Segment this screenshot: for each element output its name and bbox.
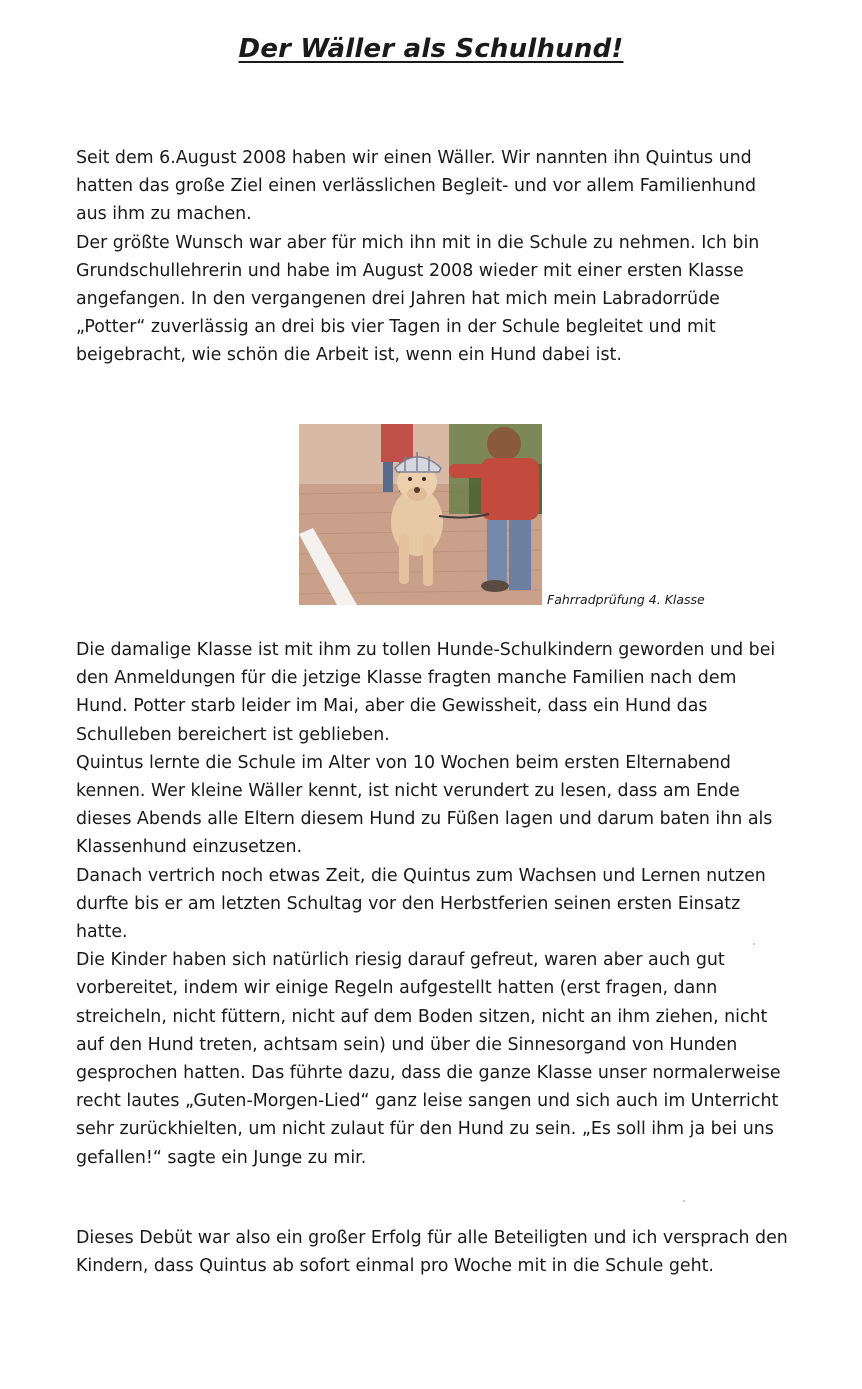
text-block: Dieses Debüt war also ein großer Erfolg für alle Beteiligten und ich versprach den Kindern, dass Quintus ab sofort einmal pro Woche mit in die Schule geht. [76,1228,788,1277]
photo-dog-with-helmet [299,424,542,605]
scan-speck [753,943,755,945]
text-block: Seit dem 6.August 2008 haben wir einen Wäller. Wir nannten ihn Quintus und hatten das große Ziel einen verlässlichen Begleit- und vor allem Familienhund aus ihm zu machen. [76,148,757,225]
intro-paragraph [76,144,788,370]
text-block: Danach vertrich noch etwas Zeit, die Quintus zum Wachsen und Lernen nutzen durfte bis er am letzten Schultag vor den Herbstferien seinen ersten Einsatz hatte. [76,865,766,943]
middle-paragraph [76,636,788,1172]
text-block: Quintus lernte die Schule im Alter von 10 Wochen beim ersten Elternabend kennen. Wer kleine Wäller kennt, ist nicht verundert zu lesen, dass am Ende dieses Abends alle Eltern diesem Hund zu Füßen lagen und darum baten ihn als Klassenhund einzusetzen. [76,752,773,858]
page-title: Der Wäller als Schulhund! [238,34,624,64]
photo-caption: Fahrradprüfung 4. Klasse [547,592,705,607]
text-block: Die damalige Klasse ist mit ihm zu tollen Hunde-Schulkindern geworden und bei den Anmeldungen für die jetzige Klasse fragten manche Familien nach dem Hund. Potter starb leider im Mai, aber die Gewissheit, dass ein Hund das Schulleben bereichert ist geblieben. [76,640,776,745]
scan-speck [683,1200,685,1202]
text-block: Der größte Wunsch war aber für mich ihn mit in die Schule zu nehmen. Ich bin Grundschullehrerin und habe im August 2008 wieder mit einer ersten Klasse angefangen. In den vergangenen drei Jahren hat mich mein Labradorrüde „Potter“ zuverlässig an drei bis vier Tagen in der Schule begleitet und mit beigebracht, wie schön die Arbeit ist, wenn ein Hund dabei ist. [76,232,760,366]
closing-paragraph [76,1224,788,1280]
text-block: Die Kinder haben sich natürlich riesig darauf gefreut, waren aber auch gut vorbereitet, indem wir einige Regeln aufgestellt hatten (erst fragen, dann streicheln, nicht füttern, nicht auf dem Boden sitzen, nicht an ihm ziehen, nicht auf den Hund treten, achtsam sein) und über die Sinnesorgand von Hunden gesprochen hatten. Das führte dazu, dass die ganze Klasse unser normalerweise recht lautes „Guten-Morgen-Lied“ ganz leise sangen und sich auch im Unterricht sehr zurückhielten, um nicht zulaut für den Hund zu sein. „Es soll ihm ja bei uns gefallen!“ sagte ein Junge zu mir. [76,950,781,1168]
